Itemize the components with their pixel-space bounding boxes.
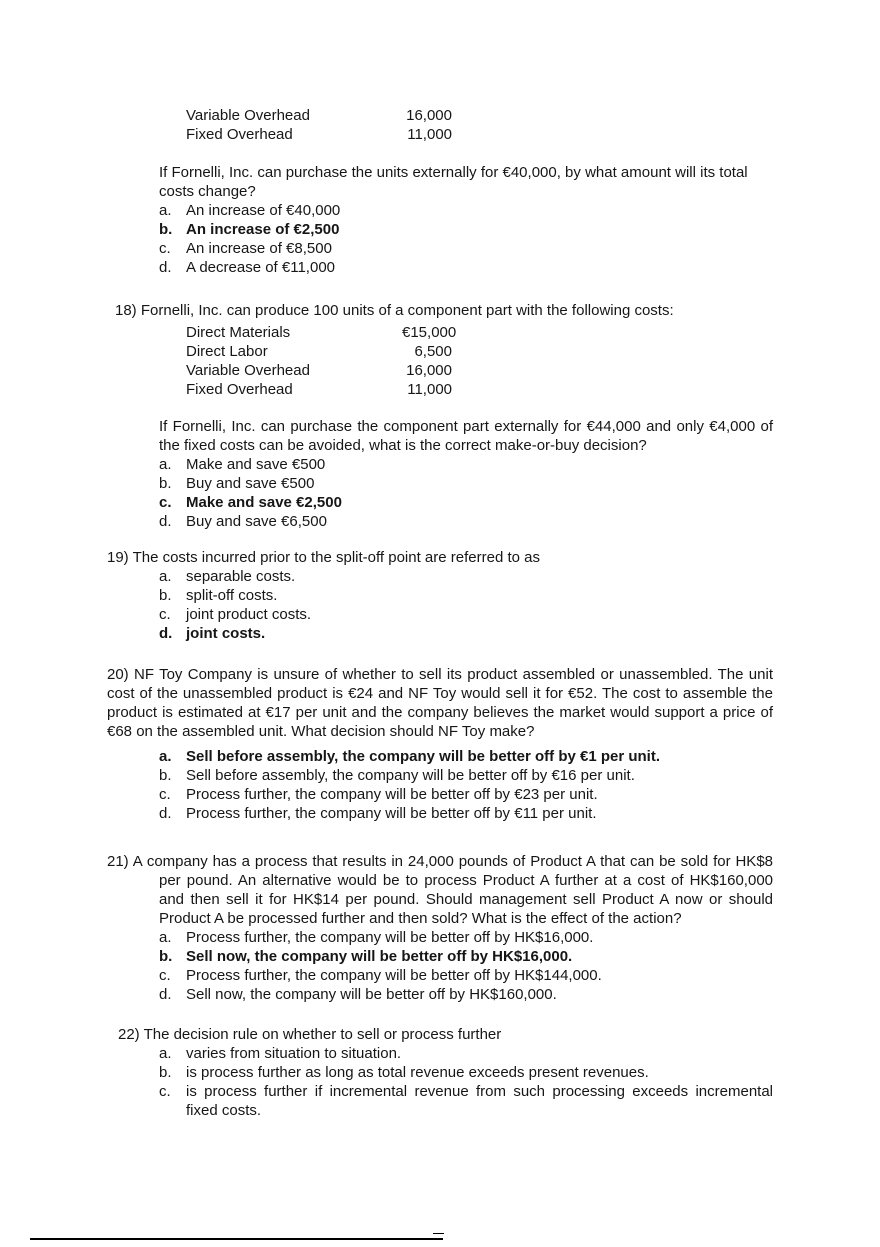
answer-option <box>107 928 773 947</box>
answer-option <box>107 201 773 220</box>
option-text: A decrease of €11,000 <box>186 259 336 276</box>
option-letter: d. <box>159 986 172 1003</box>
question-22-heading: 22) The decision rule on whether to sell or process further <box>118 1026 502 1043</box>
option-text: Buy and save €500 <box>186 475 315 492</box>
option-letter: a. <box>159 456 172 473</box>
option-text: Process further, the company will be better off by HK$144,000. <box>186 967 602 984</box>
option-letter: b. <box>159 587 172 604</box>
cost-label: Variable Overhead <box>186 107 310 124</box>
cost-label: Direct Materials <box>186 324 291 341</box>
question-20-text: 20) NF Toy Company is unsure of whether to sell its product assembled or unassembled. The unit cost of the unassembled product is €24 and NF Toy would sell it for €52. The cost to assemble the product is estimated at €17 per unit and the company believes the market would support a price of €68 on the assembled unit. What decision should NF Toy make? <box>107 666 773 740</box>
question-19-heading: 19) The costs incurred prior to the split-off point are referred to as <box>107 549 540 566</box>
option-letter: c. <box>159 606 171 623</box>
question-22-options <box>107 1044 773 1120</box>
cost-value: €15,000 <box>402 324 457 341</box>
cost-label: Variable Overhead <box>186 362 310 379</box>
option-letter: d. <box>159 625 173 642</box>
option-text: Sell before assembly, the company will be better off by €16 per unit. <box>186 767 635 784</box>
option-text: Process further, the company will be better off by €11 per unit. <box>186 805 597 822</box>
option-letter: d. <box>159 513 172 530</box>
cost-table-q17 <box>107 106 773 144</box>
page-content <box>107 106 773 1120</box>
option-letter: b. <box>159 475 172 492</box>
answer-option <box>107 966 773 985</box>
cost-row <box>107 106 773 125</box>
cost-label: Fixed Overhead <box>186 126 293 143</box>
cost-table-q18 <box>107 323 773 399</box>
option-text: An increase of €2,500 <box>186 221 340 238</box>
answer-option-correct <box>107 220 773 239</box>
option-text: Sell before assembly, the company will be better off by €1 per unit. <box>186 748 661 765</box>
question-21-options <box>107 928 773 1004</box>
question-19-options <box>107 567 773 643</box>
option-letter: a. <box>159 568 172 585</box>
option-letter: c. <box>159 786 171 803</box>
question-18-text: If Fornelli, Inc. can purchase the component part externally for €44,000 and only €4,000 of the fixed costs can be avoided, what is the correct make-or-buy decision? <box>159 418 773 454</box>
option-text: split-off costs. <box>186 587 278 604</box>
answer-option <box>107 474 773 493</box>
option-letter: d. <box>159 259 172 276</box>
cost-row <box>107 342 773 361</box>
answer-option <box>107 586 773 605</box>
option-text: joint product costs. <box>186 606 312 623</box>
option-letter: c. <box>159 967 171 984</box>
option-text: Buy and save €6,500 <box>186 513 327 530</box>
question-20-options <box>107 747 773 823</box>
answer-option <box>107 785 773 804</box>
answer-option-correct <box>107 624 773 643</box>
answer-option <box>107 567 773 586</box>
option-text: is process further if incremental revenue from such processing exceeds incremental fixed costs. <box>186 1083 773 1119</box>
option-letter: d. <box>159 805 172 822</box>
answer-option <box>107 1082 773 1120</box>
question-17-text: If Fornelli, Inc. can purchase the units externally for €40,000, by what amount will its total costs change? <box>159 164 748 200</box>
option-letter: a. <box>159 748 172 765</box>
answer-option <box>107 239 773 258</box>
footnote-tick-mark <box>433 1233 444 1234</box>
option-letter: c. <box>159 1083 171 1100</box>
option-letter: c. <box>159 240 171 257</box>
option-text: is process further as long as total revenue exceeds present revenues. <box>186 1064 649 1081</box>
footnote-separator-line <box>30 1238 443 1240</box>
answer-option <box>107 766 773 785</box>
cost-value: 16,000 <box>406 107 452 124</box>
option-text: Process further, the company will be better off by €23 per unit. <box>186 786 598 803</box>
option-text: joint costs. <box>186 625 266 642</box>
answer-option <box>107 1063 773 1082</box>
question-18-heading: 18) Fornelli, Inc. can produce 100 units of a component part with the following costs: <box>115 302 674 319</box>
option-text: varies from situation to situation. <box>186 1045 402 1062</box>
option-text: Make and save €500 <box>186 456 326 473</box>
option-letter: b. <box>159 767 172 784</box>
cost-label: Direct Labor <box>186 343 268 360</box>
cost-row <box>107 323 773 342</box>
answer-option <box>107 804 773 823</box>
option-letter: b. <box>159 1064 172 1081</box>
option-letter: a. <box>159 929 172 946</box>
answer-option-correct <box>107 747 773 766</box>
cost-value: 16,000 <box>406 362 452 379</box>
cost-value: 6,500 <box>414 343 452 360</box>
option-text: An increase of €8,500 <box>186 240 332 257</box>
question-18-options <box>107 455 773 531</box>
question-21-text: 21) A company has a process that results in 24,000 pounds of Product A that can be sold for HK$8 per pound. An alternative would be to process Product A further at a cost of HK$160,000 and then sell it for HK$14 per pound. Should management sell Product A now or should Product A be processed further and then sold? What is the effect of the action? <box>107 853 773 927</box>
answer-option-correct <box>107 493 773 512</box>
option-text: An increase of €40,000 <box>186 202 341 219</box>
option-text: Process further, the company will be better off by HK$16,000. <box>186 929 594 946</box>
answer-option <box>107 455 773 474</box>
cost-row <box>107 361 773 380</box>
option-letter: a. <box>159 202 172 219</box>
answer-option <box>107 258 773 277</box>
option-text: Sell now, the company will be better off by HK$16,000. <box>186 948 573 965</box>
option-letter: a. <box>159 1045 172 1062</box>
answer-option-correct <box>107 947 773 966</box>
cost-value: 11,000 <box>407 126 452 143</box>
cost-row <box>107 380 773 399</box>
cost-row <box>107 125 773 144</box>
option-letter: c. <box>159 494 172 511</box>
cost-label: Fixed Overhead <box>186 381 293 398</box>
option-letter: b. <box>159 221 173 238</box>
option-text: Make and save €2,500 <box>186 494 342 511</box>
cost-value: 11,000 <box>407 381 452 398</box>
answer-option <box>107 1044 773 1063</box>
answer-option <box>107 985 773 1004</box>
option-text: separable costs. <box>186 568 296 585</box>
option-text: Sell now, the company will be better off by HK$160,000. <box>186 986 557 1003</box>
question-17-options <box>107 201 773 277</box>
answer-option <box>107 605 773 624</box>
option-letter: b. <box>159 948 173 965</box>
answer-option <box>107 512 773 531</box>
